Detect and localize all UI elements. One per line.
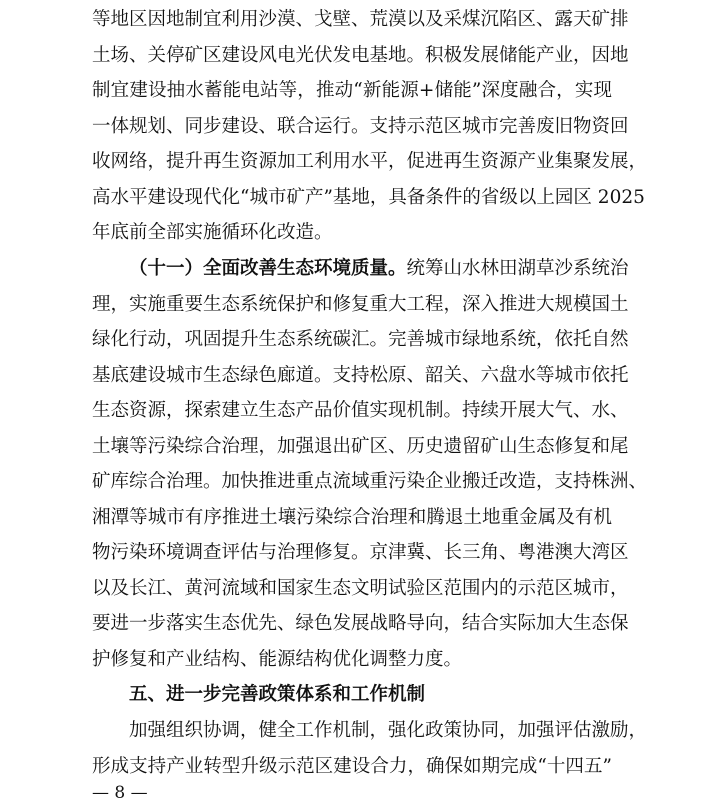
first-line-rest: 统筹山水林田湖草沙系统治 (406, 258, 629, 279)
paragraph-3 (92, 713, 648, 784)
text-line: 形成支持产业转型升级示范区建设合力，确保如期完成“十四五” (92, 755, 612, 777)
section-heading-5 (92, 677, 612, 713)
paragraph-1 (92, 2, 648, 251)
text-line: 基底建设城市生态绿色廊道。支持松原、韶关、六盘水等城市依托 (92, 364, 629, 386)
text-line: 湘潭等城市有序推进土壤污染综合治理和腾退土地重金属及有机 (92, 506, 612, 528)
text-line: 土场、关停矿区建设风电光伏发电基地。积极发展储能产业，因地 (92, 44, 629, 66)
page-number-text: — 8 — (92, 783, 148, 803)
text-line: 土壤等污染综合治理，加强退出矿区、历史遗留矿山生态修复和尾 (92, 435, 629, 457)
paragraph-2 (92, 251, 648, 677)
text-line: 收网络，提升再生资源加工利用水平，促进再生资源产业集聚发展， (92, 151, 648, 172)
text-line: 生态资源，探索建立生态产品价值实现机制。持续开展大气、水、 (92, 400, 629, 421)
text-line: 年底前全部实施循环化改造。 (92, 222, 333, 243)
text-line: 一体规划、同步建设、联合运行。支持示范区城市完善废旧物资回 (92, 115, 629, 137)
text-line: 要进一步落实生态优先、绿色发展战略导向，结合实际加大生态保 (92, 613, 629, 634)
section-heading-inline: （十一）全面改善生态环境质量。 (129, 258, 407, 279)
text-line: 以及长江、黄河流域和国家生态文明试验区范围内的示范区城市， (92, 577, 629, 599)
text-line: 高水平建设现代化“城市矿产”基地，具备条件的省级以上园区 2025 (92, 186, 645, 208)
text-line: 理，实施重要生态系统保护和修复重大工程，深入推进大规模国土 (92, 293, 629, 315)
text-line: 制宜建设抽水蓄能电站等，推动“新能源+储能”深度融合，实现 (92, 80, 612, 101)
text-line: 绿化行动，巩固提升生态系统碳汇。完善城市绿地系统，依托自然 (92, 329, 629, 350)
section-heading: 五、进一步完善政策体系和工作机制 (129, 684, 426, 705)
text-line: 等地区因地制宜利用沙漠、戈壁、荒漠以及采煤沉陷区、露天矿排 (92, 9, 629, 30)
text-line (92, 251, 629, 287)
text-line: 护修复和产业结构、能源结构优化调整力度。 (92, 648, 463, 670)
text-line: 加强组织协调，健全工作机制，强化政策协同，加强评估激励， (129, 720, 648, 741)
text-line: 矿库综合治理。加快推进重点流域重污染企业搬迁改造，支持株洲、 (92, 471, 648, 492)
text-line: 物污染环境调查评估与治理修复。京津冀、长三角、粤港澳大湾区 (92, 542, 629, 563)
